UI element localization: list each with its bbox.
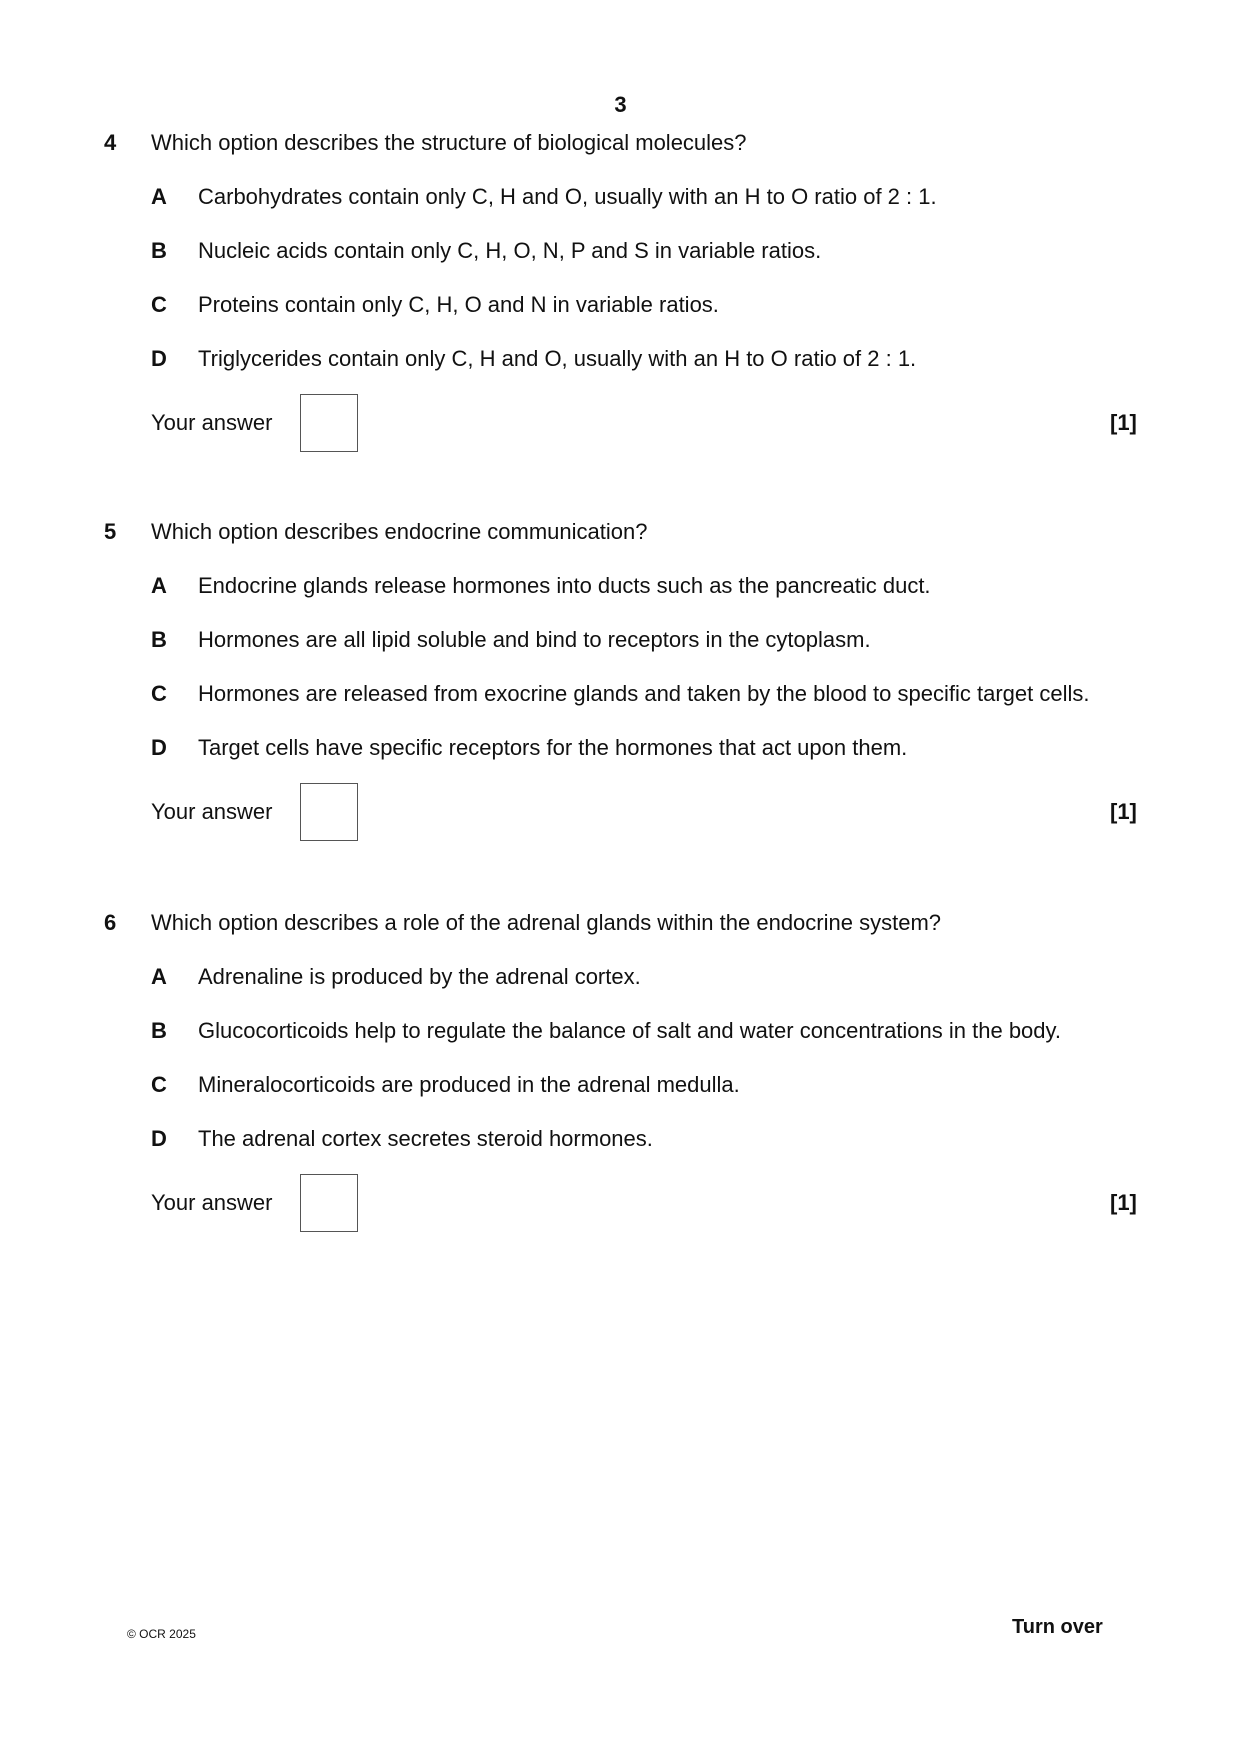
option-letter: B (151, 627, 167, 652)
option-letter: C (151, 292, 167, 317)
option-letter: B (151, 1018, 167, 1043)
option-text: Endocrine glands release hormones into ducts such as the pancreatic duct. (198, 573, 931, 598)
option-letter: A (151, 184, 167, 209)
option-text: Carbohydrates contain only C, H and O, usually with an H to O ratio of 2 : 1. (198, 184, 937, 209)
marks-label: [1] (1110, 1190, 1137, 1215)
option-letter: D (151, 1126, 167, 1151)
option-letter: B (151, 238, 167, 263)
option-letter: A (151, 964, 167, 989)
answer-row (0, 783, 1241, 843)
question-number: 6 (104, 910, 117, 935)
option-letter: A (151, 573, 167, 598)
question-stem: Which option describes endocrine communication? (151, 519, 648, 544)
answer-label: Your answer (151, 799, 273, 824)
option-text: Adrenaline is produced by the adrenal cortex. (198, 964, 641, 989)
marks-label: [1] (1110, 410, 1137, 435)
option-text: Hormones are released from exocrine glands and taken by the blood to specific target cells. (198, 681, 1090, 706)
answer-label: Your answer (151, 1190, 273, 1215)
question-stem: Which option describes a role of the adrenal glands within the endocrine system? (151, 910, 942, 935)
answer-row (0, 1174, 1241, 1234)
question-number: 5 (104, 519, 117, 544)
option-text: The adrenal cortex secretes steroid hormones. (198, 1126, 653, 1151)
answer-box[interactable] (300, 394, 358, 452)
question-stem: Which option describes the structure of biological molecules? (151, 130, 747, 155)
option-letter: D (151, 346, 167, 371)
option-letter: D (151, 735, 167, 760)
turn-over-label: Turn over (1012, 1616, 1103, 1638)
option-text: Mineralocorticoids are produced in the adrenal medulla. (198, 1072, 740, 1097)
option-text: Glucocorticoids help to regulate the balance of salt and water concentrations in the body. (198, 1018, 1062, 1043)
option-text: Proteins contain only C, H, O and N in variable ratios. (198, 292, 719, 317)
marks-label: [1] (1110, 799, 1137, 824)
option-text: Triglycerides contain only C, H and O, usually with an H to O ratio of 2 : 1. (198, 346, 917, 371)
answer-box[interactable] (300, 783, 358, 841)
copyright-notice: © OCR 2025 (127, 1627, 196, 1641)
answer-row (0, 394, 1241, 454)
page-number: 3 (614, 92, 627, 117)
answer-label: Your answer (151, 410, 273, 435)
option-text: Target cells have specific receptors for the hormones that act upon them. (198, 735, 908, 760)
answer-box[interactable] (300, 1174, 358, 1232)
question-number: 4 (104, 130, 117, 155)
option-letter: C (151, 681, 167, 706)
option-letter: C (151, 1072, 167, 1097)
option-text: Nucleic acids contain only C, H, O, N, P and S in variable ratios. (198, 238, 822, 263)
option-text: Hormones are all lipid soluble and bind to receptors in the cytoplasm. (198, 627, 871, 652)
